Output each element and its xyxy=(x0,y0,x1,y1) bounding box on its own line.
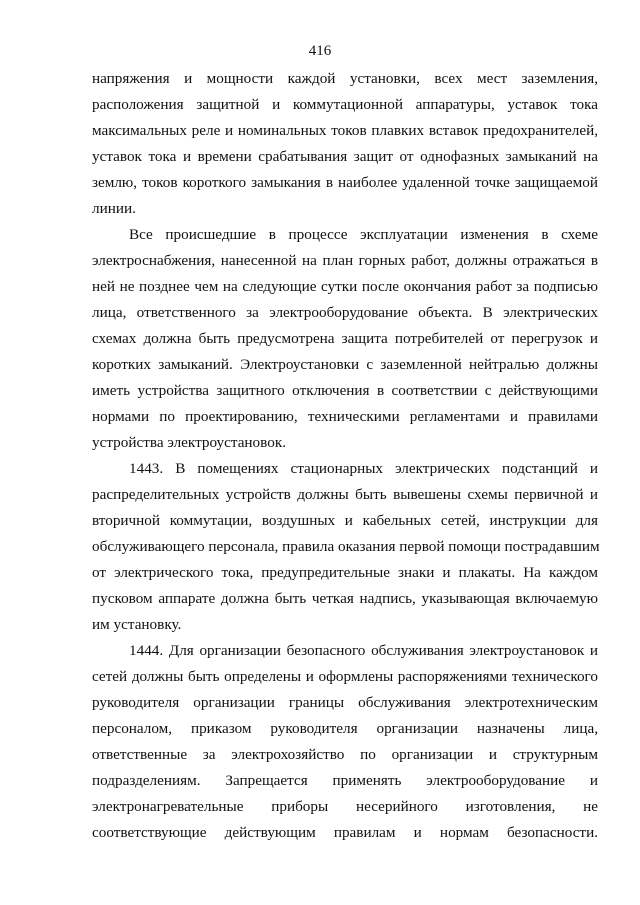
text-line: соответствующие действующим правилам и нормам безопасности. xyxy=(92,824,598,841)
text-line: ней не позднее чем на следующие сутки после окончания работ за подписью xyxy=(92,278,598,295)
text-line: распределительных устройств должны быть вывешены схемы первичной и xyxy=(92,486,598,503)
text-line: расположения защитной и коммутационной аппаратуры, уставок тока xyxy=(92,96,598,113)
text-line: коротких замыканий. Электроустановки с заземленной нейтралью должны xyxy=(92,356,598,373)
text-line: устройства электроустановок. xyxy=(92,434,286,451)
text-line: обслуживающего персонала, правила оказания первой помощи пострадавшим xyxy=(92,538,600,555)
text-line: руководителя организации границы обслуживания электротехническим xyxy=(92,694,598,711)
paragraph-1444 xyxy=(92,638,598,846)
text-line: персоналом, приказом руководителя организации назначены лица, xyxy=(92,720,598,737)
text-line: иметь устройства защитного отключения в соответствии с действующими xyxy=(92,382,598,399)
text-line: уставок тока и времени срабатывания защит от однофазных замыканий на xyxy=(92,148,598,165)
text-line: пусковом аппарате должна быть четкая надпись, указывающая включаемую xyxy=(92,590,598,607)
text-line: Все происшедшие в процессе эксплуатации изменения в схеме xyxy=(129,226,598,243)
text-line: вторичной коммутации, воздушных и кабельных сетей, инструкции для xyxy=(92,512,598,529)
text-line: напряжения и мощности каждой установки, всех мест заземления, xyxy=(92,70,598,87)
text-line: 1444. Для организации безопасного обслуживания электроустановок и xyxy=(129,642,598,659)
paragraph-continuation xyxy=(92,66,598,222)
text-line: линии. xyxy=(92,200,136,217)
text-line: им установку. xyxy=(92,616,182,633)
text-line: ответственные за электрохозяйство по организации и структурным xyxy=(92,746,598,763)
text-line: электроснабжения, нанесенной на план горных работ, должны отражаться в xyxy=(92,252,598,269)
text-line: нормами по проектированию, техническими регламентами и правилами xyxy=(92,408,598,425)
page-number: 416 xyxy=(308,43,332,59)
body-text xyxy=(92,66,598,846)
text-line: землю, токов короткого замыкания в наиболее удаленной точке защищаемой xyxy=(92,174,598,191)
text-line: лица, ответственного за электрооборудование объекта. В электрических xyxy=(92,304,598,321)
text-line: электронагревательные приборы несерийного изготовления, не xyxy=(92,798,598,815)
text-line: схемах должна быть предусмотрена защита потребителей от перегрузок и xyxy=(92,330,598,347)
text-line: 1443. В помещениях стационарных электрических подстанций и xyxy=(129,460,598,477)
text-line: подразделениям. Запрещается применять электрооборудование и xyxy=(92,772,598,789)
text-line: сетей должны быть определены и оформлены распоряжениями технического xyxy=(92,668,598,685)
paragraph-1443 xyxy=(92,456,598,638)
text-line: от электрического тока, предупредительные знаки и плакаты. На каждом xyxy=(92,564,598,581)
text-line: максимальных реле и номинальных токов плавких вставок предохранителей, xyxy=(92,122,598,139)
paragraph-changes xyxy=(92,222,598,456)
